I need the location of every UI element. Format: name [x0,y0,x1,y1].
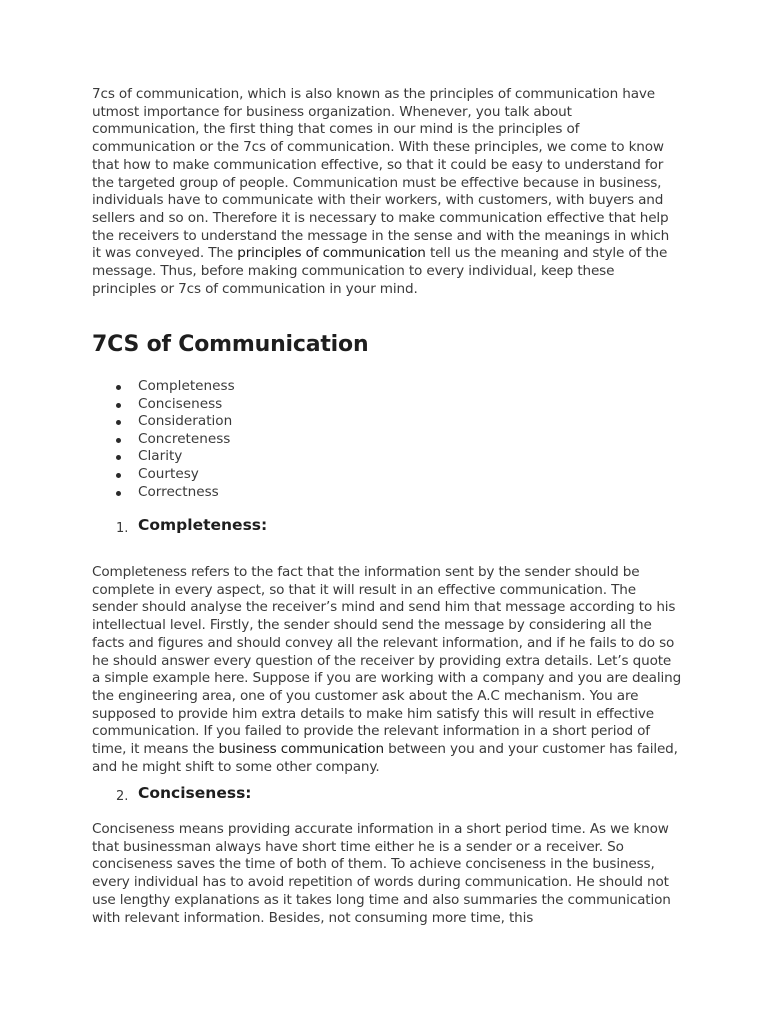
intro-paragraph [92,86,682,298]
bullet-icon [116,455,121,460]
section-number: 1. [116,521,129,536]
bullet-icon [116,403,121,408]
document-page [92,86,682,926]
list-item-label: Consideration [138,413,233,430]
section-number: 2. [116,789,129,804]
list-item [92,378,235,396]
section-heading [92,784,682,808]
list-item-label: Conciseness [138,395,223,412]
section-text-1: Completeness refers to the fact that the information sent by the sender should be complete in every aspect, so that it will result in an effective communication. The sender should analyse the receiver’s mind and send him that message according to his intellectual level. Firstly, the sender should send the message by considering all the facts and figures and should convey all the relevant information, and if he fails to do so he should answer every question of the receiver by providing extra details. Let’s quote a simple example here. Suppose if you are working with a company and you are dealing the engineering area, one of you customer ask about the A.C mechanism. You are supposed to provide him extra details to make him satisfy this will result in effective communication. If you failed to provide the relevant information in a short period of time, it means the [92,564,682,758]
intro-text-1: 7cs of communication, which is also known as the principles of communication have utmost importance for business organization. Whenever, you talk about communication, the first thing that comes in our mind is the principles of communication or the 7cs of communication. With these principles, we come to know that how to make communication effective, so that it could be easy to understand for the targeted group of people. Communication must be effective because in business, individuals have to communicate with their workers, with customers, with buyers and sellers and so on. Therefore it is necessary to make communication effective that help the receivers to understand the message in the sense and with the meanings in which it was conveyed. The [92,86,670,262]
bullet-icon [116,385,121,390]
section-title: Completeness: [138,516,268,534]
principles-link[interactable]: principles of communication [237,245,426,262]
list-item [92,484,235,502]
section-paragraph [92,564,682,776]
bullet-icon [116,473,121,478]
section-paragraph: Conciseness means providing accurate information in a short period time. As we know that businessman always have short time either he is a sender or a receiver. So conciseness saves the time of both of them. To achieve conciseness in the business, every individual has to avoid repetition of words during communication. He should not use lengthy explanations as it takes long time and also summaries the communication with relevant information. Besides, not consuming more time, this [92,821,671,926]
section-heading [92,516,682,540]
list-item-label: Clarity [138,448,183,465]
list-item-label: Completeness [138,378,235,394]
bullet-icon [116,438,121,443]
list-item [92,466,235,484]
list-item [92,448,235,466]
section-text-2: between you and your customer has failed, and he might shift to some other company. [92,741,678,775]
list-item-label: Concreteness [138,430,231,447]
section-completeness [92,516,682,776]
list-item [92,396,235,414]
principles-list [92,378,235,501]
page-heading: 7CS of Communication [92,332,369,357]
list-item-label: Correctness [138,483,219,500]
list-item [92,413,235,431]
bullet-icon [116,491,121,496]
list-item-label: Courtesy [138,465,199,482]
intro-text-2: tell us the meaning and style of the message. Thus, before making communication to every individual, keep these principles or 7cs of communication in your mind. [92,245,668,297]
business-communication-link[interactable]: business communication [218,741,384,758]
list-item [92,431,235,449]
section-title: Conciseness: [138,784,252,802]
bullet-icon [116,420,121,425]
section-conciseness [92,784,682,927]
